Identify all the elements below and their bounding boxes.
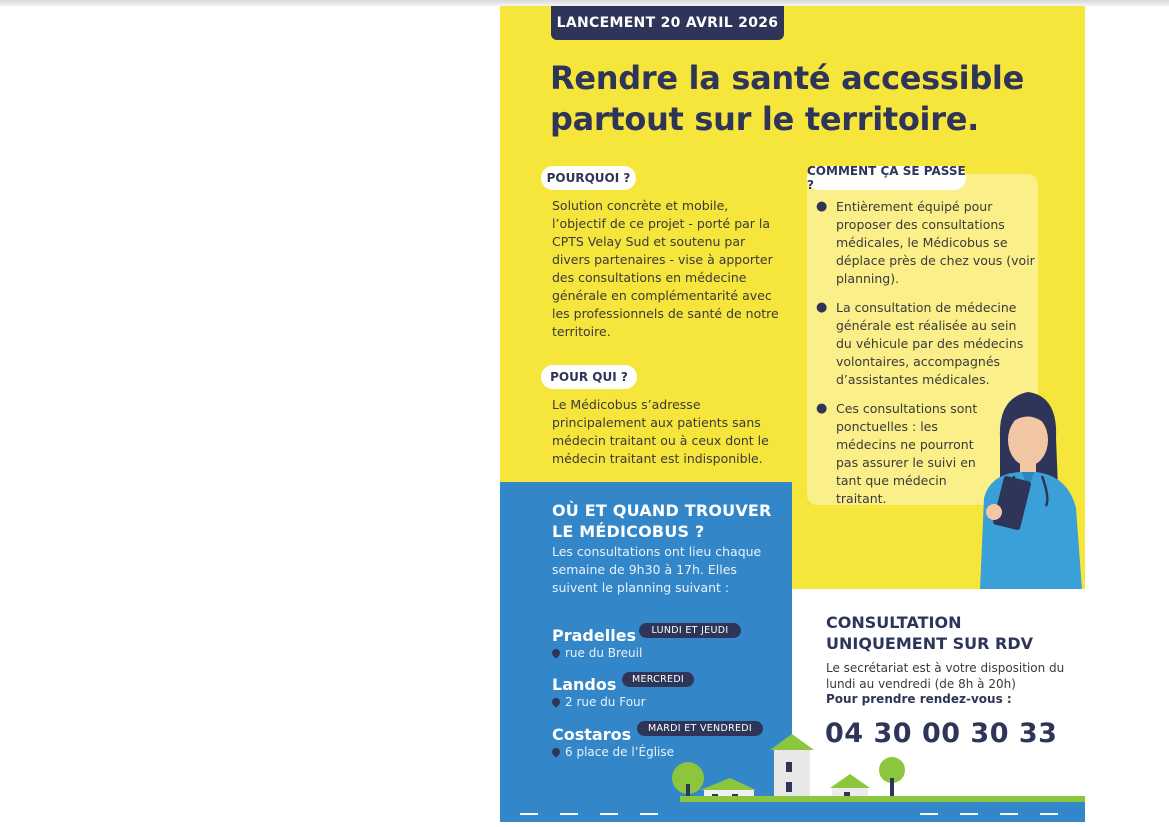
road-dash xyxy=(1000,813,1018,815)
road-dash xyxy=(600,813,618,815)
flyer xyxy=(500,6,1085,822)
where-title xyxy=(552,500,787,542)
bullet-dot-1: ● xyxy=(816,199,828,214)
headline xyxy=(550,58,1030,140)
how-bullet-1: Entièrement équipé pour proposer des consultations médicales, le Médicobus se déplace près de chez vous (voir planning). xyxy=(836,199,1035,286)
road-dash xyxy=(560,813,578,815)
stop-city-3: Costaros xyxy=(552,725,632,744)
road-dash xyxy=(1040,813,1058,815)
where-title-line-1: OÙ ET QUAND TROUVER xyxy=(552,501,772,520)
stop-address-1 xyxy=(552,646,642,660)
stop-address-2-text: 2 rue du Four xyxy=(565,695,646,709)
location-pin-icon xyxy=(550,746,561,757)
road-dash xyxy=(520,813,538,815)
consultation-title-line-1: CONSULTATION xyxy=(826,613,962,632)
location-pin-icon xyxy=(550,696,561,707)
stop-days-2: MERCREDI xyxy=(622,672,694,687)
where-title-line-2: LE MÉDICOBUS ? xyxy=(552,522,705,541)
road-dash xyxy=(960,813,978,815)
phone-number[interactable]: 04 30 00 30 33 xyxy=(825,718,1058,749)
location-pin-icon xyxy=(550,647,561,658)
headline-line-2: partout sur le territoire. xyxy=(550,100,979,138)
stop-days-1: LUNDI ET JEUDI xyxy=(639,623,741,638)
how-bullet-2: La consultation de médecine générale est réalisée au sein du véhicule par des médecins volontaires, accompagnés d’assistantes médicales. xyxy=(836,300,1024,387)
launch-banner: LANCEMENT 20 AVRIL 2026 xyxy=(551,6,784,40)
why-label: POURQUOI ? xyxy=(541,166,636,190)
bullet-dot-3: ● xyxy=(816,401,828,416)
rdv-label: Pour prendre rendez-vous : xyxy=(826,692,1012,706)
consultation-text: Le secrétariat est à votre disposition du lundi au vendredi (de 8h à 20h) xyxy=(826,661,1065,691)
stop-address-2 xyxy=(552,695,646,709)
stop-city-2: Landos xyxy=(552,675,617,694)
why-text: Solution concrète et mobile, l’objectif de ce projet - porté par la CPTS Velay Sud et soutenu par divers partenaires - vise à apporter des consultations en médecine générale en complémentarité avec les professionnels de santé de notre territoire. xyxy=(552,198,779,339)
stop-address-3-text: 6 place de l’Église xyxy=(565,745,675,759)
where-intro: Les consultations ont lieu chaque semaine de 9h30 à 17h. Elles suivent le planning suivant : xyxy=(552,544,762,595)
stop-days-3: MARDI ET VENDREDI xyxy=(637,721,763,736)
road-dash xyxy=(920,813,938,815)
headline-line-1: Rendre la santé accessible xyxy=(550,59,1024,97)
who-label: POUR QUI ? xyxy=(541,365,637,389)
stop-address-3 xyxy=(552,745,674,759)
how-bullet-3: Ces consultations sont ponctuelles : les médecins ne pourront pas assurer le suivi en tant que médecin traitant. xyxy=(836,401,978,506)
how-label: COMMENT ÇA SE PASSE ? xyxy=(807,164,966,192)
stop-address-1-text: rue du Breuil xyxy=(565,646,643,660)
road-dash xyxy=(640,813,658,815)
road xyxy=(500,802,1085,822)
stop-city-1: Pradelles xyxy=(552,626,637,645)
consultation-title-line-2: UNIQUEMENT SUR RDV xyxy=(826,634,1033,653)
bullet-dot-2: ● xyxy=(816,300,828,315)
doctor-illustration xyxy=(970,378,1085,590)
consultation-title xyxy=(826,612,1066,654)
who-text: Le Médicobus s’adresse principalement aux patients sans médecin traitant ou à ceux dont le médecin traitant est indisponible. xyxy=(552,397,769,466)
